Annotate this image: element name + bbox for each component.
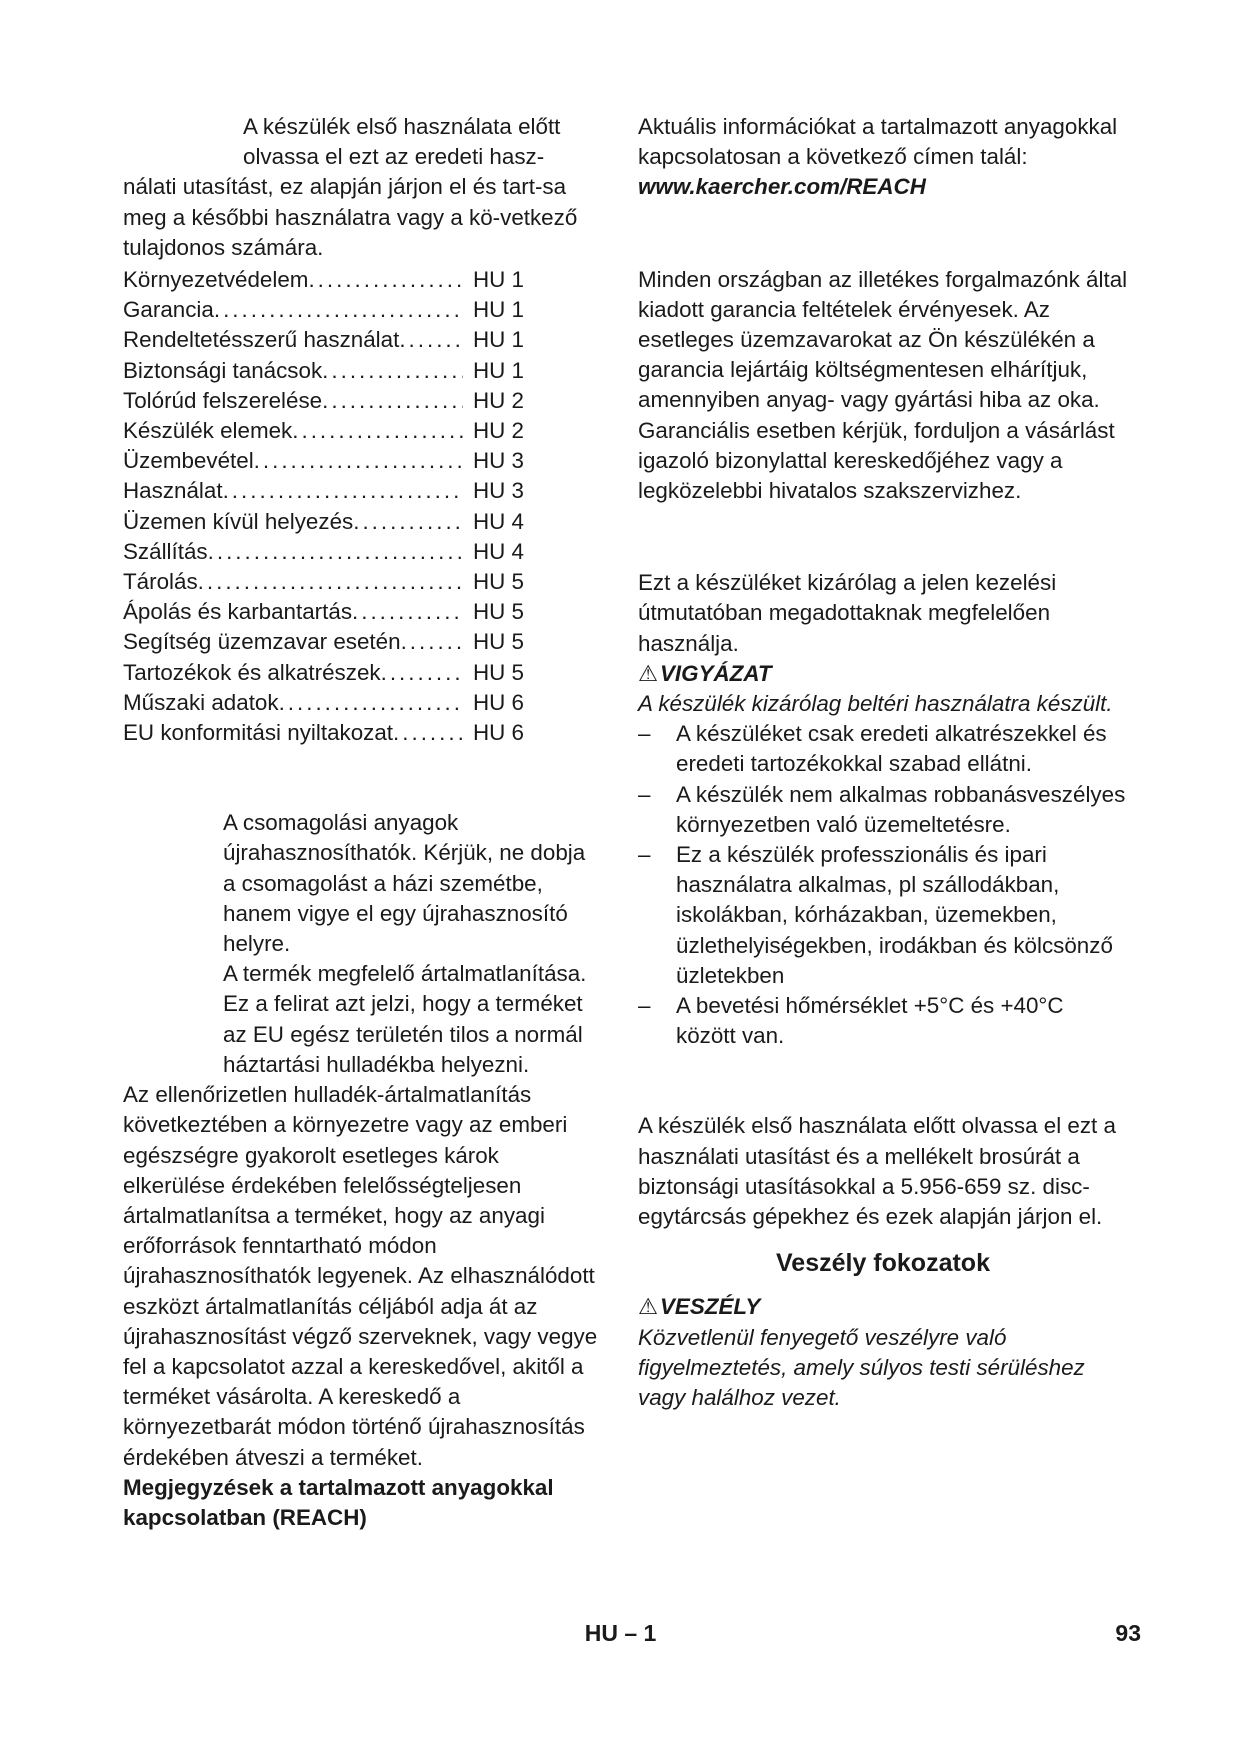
toc-entry-page: HU 1: [473, 297, 525, 323]
intro-line-1: A készülék első használata előtt: [243, 114, 561, 139]
toc-entry-page: HU 5: [473, 569, 525, 595]
toc-leader-dots: [254, 446, 463, 476]
toc-entry-label: Tolórúd felszerelése: [123, 387, 323, 413]
toc-leader-dots: [223, 476, 463, 506]
disposal-text: A termék megfelelő ártalmatlanítása. Ez a felirat azt jelzi, hogy a terméket az EU egész területén tilos a normál háztartási hulladékba helyezni.: [223, 961, 587, 1077]
toc-leader-dots: [208, 537, 463, 567]
toc-entry-page: HU 1: [473, 267, 525, 293]
toc-leader-dots: [322, 356, 463, 386]
list-item: – A bevetési hőmérséklet +5°C és +40°C között van.: [638, 991, 1128, 1051]
danger-heading: [638, 1292, 1128, 1322]
use-list: [638, 719, 1128, 1051]
toc-entry: [123, 627, 533, 657]
toc-leader-dots: [214, 295, 463, 325]
toc-entry-label: EU konformitási nyiltakozat: [123, 720, 394, 746]
toc-leader-dots: [353, 507, 463, 537]
toc-entry: [123, 567, 533, 597]
toc-entry-page: HU 5: [473, 659, 525, 685]
toc-leader-dots: [279, 688, 463, 718]
toc-entry-page: HU 3: [473, 478, 525, 504]
toc-entry-page: HU 3: [473, 448, 525, 474]
hazard-heading: Veszély fokozatok: [776, 1249, 990, 1278]
toc-entry: [123, 386, 533, 416]
toc-entry-label: Ápolás és karbantartás: [123, 599, 353, 625]
toc-leader-dots: [308, 265, 463, 295]
toc-leader-dots: [198, 567, 463, 597]
toc-entry: [123, 325, 533, 355]
toc-leader-dots: [292, 416, 463, 446]
caution-title: VIGYÁZAT: [660, 660, 772, 686]
packaging-block: [223, 808, 603, 1080]
toc-entry-page: HU 6: [473, 720, 525, 746]
toc-entry: [123, 597, 533, 627]
footer-section-label: HU – 1: [584, 1620, 657, 1646]
toc-entry: [123, 476, 533, 506]
toc-leader-dots: [381, 658, 463, 688]
list-item: – Ez a készülék professzionális és ipari használatra alkalmas, pl szállodákban, iskolákban, kórházakban, üzemekben, üzlethelyiségekben, irodákban és kölcsönző üzletekben: [638, 840, 1128, 991]
toc-entry: [123, 718, 533, 748]
toc-entry: [123, 295, 533, 325]
packaging-text: A csomagolási anyagok újrahasznosíthatók. Kérjük, ne dobja a csomagolást a házi szemétbe, hanem vigye el egy újrahasznosító helyre.: [223, 810, 586, 957]
toc-entry-page: HU 1: [473, 327, 525, 353]
intro-line-2: olvassa el ezt az eredeti hasz-: [243, 144, 545, 170]
list-item: – A készüléket csak eredeti alkatrészekkel és eredeti tartozékokkal szabad ellátni.: [638, 719, 1128, 779]
right-column: [638, 112, 1128, 1413]
toc-entry-label: Segítség üzemzavar esetén: [123, 629, 401, 655]
toc-entry-label: Készülék elemek: [123, 418, 293, 444]
toc-entry-label: Üzembevétel: [123, 448, 254, 474]
toc-entry: [123, 688, 533, 718]
reach-text: Aktuális információkat a tartalmazott anyagokkal kapcsolatosan a következő címen talál:: [638, 114, 1118, 170]
toc-entry-label: Környezetvédelem: [123, 267, 309, 293]
intro-paragraph: [123, 112, 603, 263]
toc-entry-page: HU 2: [473, 418, 525, 444]
toc-leader-dots: [352, 597, 463, 627]
caution-text: A készülék kizárólag beltéri használatra készült.: [638, 691, 1113, 717]
toc-entry-page: HU 4: [473, 508, 525, 534]
toc-entry-page: HU 4: [473, 538, 525, 564]
toc-entry: [123, 265, 533, 295]
danger-title: VESZÉLY: [660, 1294, 761, 1320]
intended-use-text: Ezt a készüléket kizárólag a jelen kezelési útmutatóban megadottaknak megfelelően használja.: [638, 570, 1057, 656]
caution-heading: [638, 659, 1128, 689]
toc-entry-label: Üzemen kívül helyezés: [123, 508, 354, 534]
toc-entry-label: Rendeltetésszerű használat: [123, 327, 400, 353]
toc-entry-page: HU 1: [473, 357, 525, 383]
toc-entry-page: HU 6: [473, 689, 525, 715]
toc-leader-dots: [393, 718, 463, 748]
toc-entry-page: HU 5: [473, 629, 525, 655]
toc-entry-label: Biztonsági tanácsok: [123, 357, 323, 383]
toc-entry-label: Használat: [123, 478, 223, 504]
danger-text: Közvetlenül fenyegető veszélyre való figyelmeztetés, amely súlyos testi sérüléshez vagy halálhoz vezet.: [638, 1324, 1085, 1410]
reach-url: www.kaercher.com/REACH: [638, 174, 926, 200]
warning-icon: ⚠: [638, 660, 659, 686]
toc-entry-label: Tartozékok és alkatrészek: [123, 659, 381, 685]
footer-page-number: 93: [1115, 1620, 1141, 1646]
safety-intro-text: A készülék első használata előtt olvassa el ezt a használati utasítást és a mellékelt brosúrát a biztonsági utasításokkal a 5.956-659 sz. disc-egytárcsás gépekhez és ezek alapján járjon el.: [638, 1113, 1116, 1230]
list-item: – A készülék nem alkalmas robbanásveszélyes környezetben való üzemeltetésre.: [638, 780, 1128, 840]
toc-entry: [123, 658, 533, 688]
toc-entry: [123, 537, 533, 567]
toc-entry-label: Garancia: [123, 297, 214, 323]
toc-entry-label: Műszaki adatok: [123, 689, 279, 715]
toc-entry-label: Szállítás: [123, 538, 208, 564]
left-column: [123, 112, 603, 1533]
toc-entry: [123, 507, 533, 537]
warranty-text: Minden országban az illetékes forgalmazónk által kiadott garancia feltételek érvényesek. Az esetleges üzemzavarokat az Ön készülékén a garancia lejártáig költségmentesen elhárítjuk, amennyiben anyag- vagy gyártási hiba az oka. Garanciális esetben kérjük, forduljon a vásárlást igazoló bizonylattal kereskedőjéhez vagy a legközelebbi hivatalos szakszervizhez.: [638, 266, 1128, 504]
toc-entry-page: HU 2: [473, 387, 525, 413]
reach-heading: Megjegyzések a tartalmazott anyagokkal kapcsolatban (REACH): [123, 1474, 554, 1530]
toc-entry-label: Tárolás: [123, 569, 198, 595]
waste-text: Az ellenőrizetlen hulladék-ártalmatlanítás következtében a környezetre vagy az emberi egészségre gyakorolt esetleges károk elkerülése érdekében felelősségteljesen ártalmatlanítsa a terméket, hogy az anyagi erőforrások fenntartható módon újrahasznosíthatók legyenek. Az elhasználódott eszközt ártalmatlanítás céljából adja át az újrahasznosítást végző szerveknek, vagy vegye fel a kapcsolatot azzal a kereskedővel, akitől a terméket vásárolta. A kereskedő a környezetbarát módon történő újrahasznosítás érdekében átveszi a terméket.: [123, 1082, 598, 1470]
toc-entry: [123, 446, 533, 476]
toc-leader-dots: [322, 386, 463, 416]
toc-entry: [123, 416, 533, 446]
intro-rest: nálati utasítást, ez alapján járjon el és tart-sa meg a későbbi használatra vagy a kö-vetkező tulajdonos számára.: [123, 174, 578, 260]
toc-leader-dots: [399, 325, 463, 355]
toc-leader-dots: [401, 627, 463, 657]
toc-entry: [123, 356, 533, 386]
warning-icon: ⚠: [638, 1294, 659, 1320]
table-of-contents: [123, 265, 533, 748]
toc-entry-page: HU 5: [473, 599, 525, 625]
